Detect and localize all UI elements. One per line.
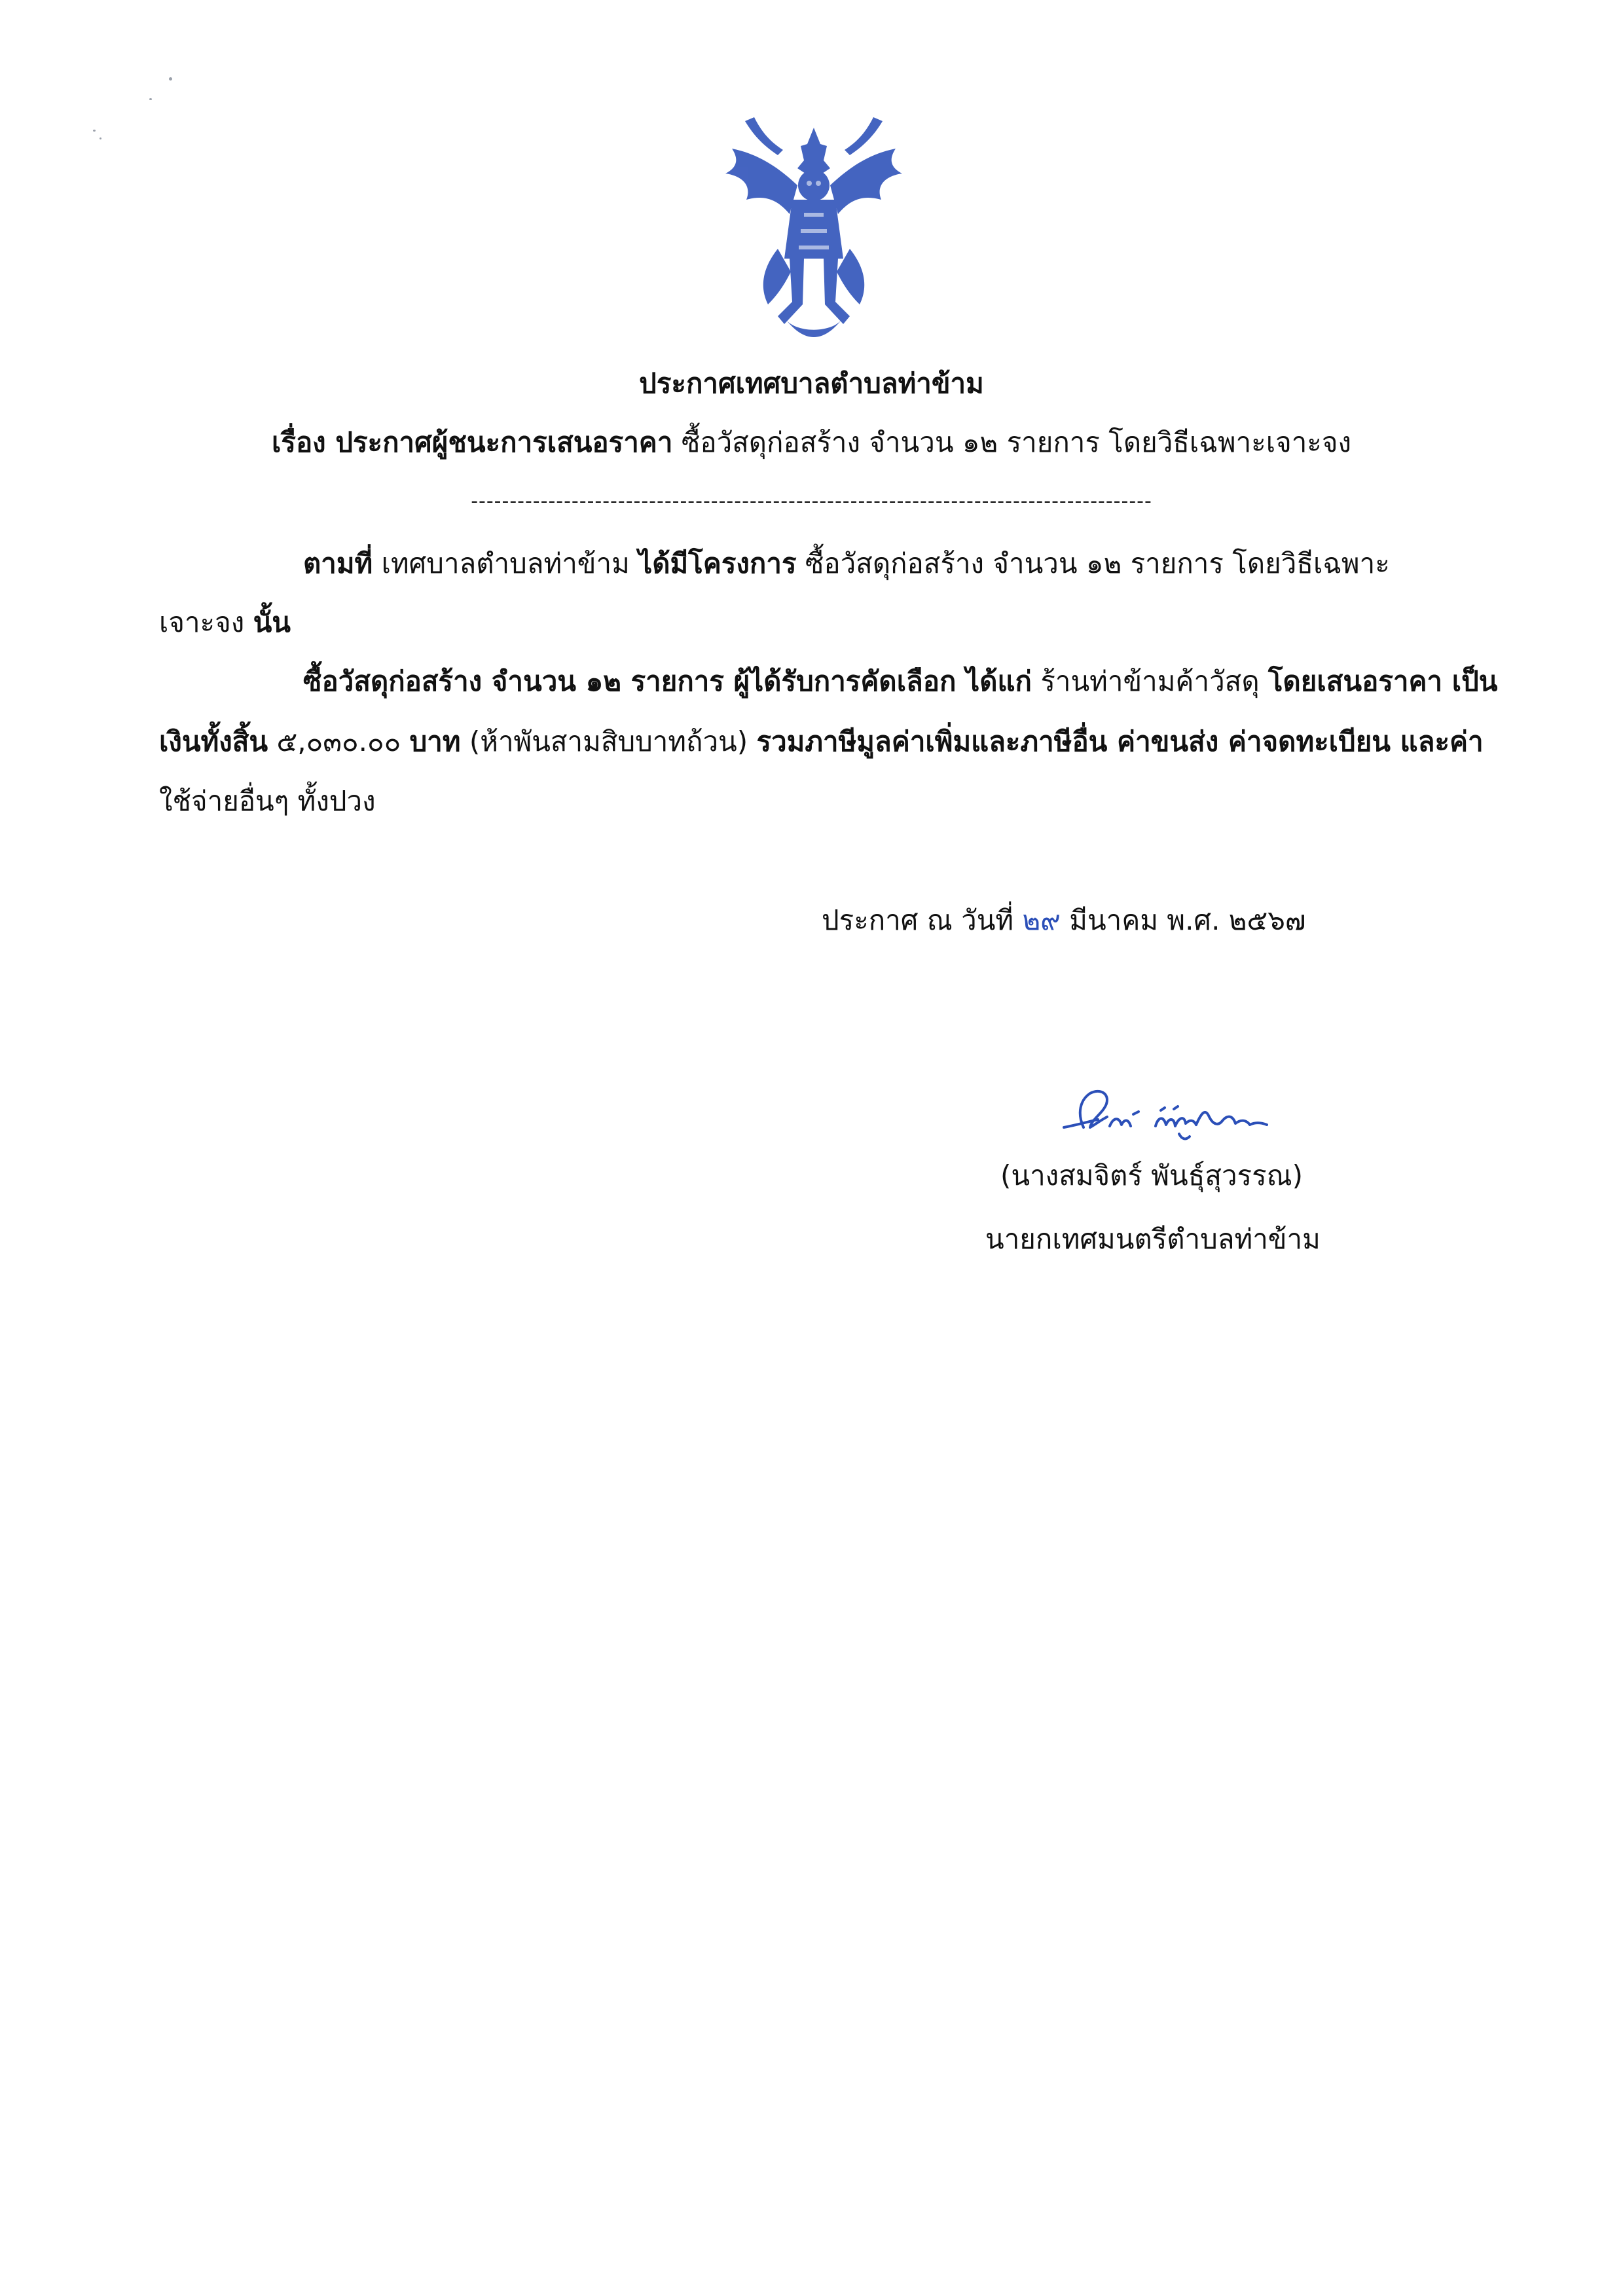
paragraph-1-line-2 <box>159 606 291 638</box>
paragraph-2-line-1 <box>303 665 1498 697</box>
scan-speck <box>100 137 101 139</box>
subject-text: ซื้อวัสดุก่อสร้าง จำนวน ๑๒ รายการ โดยวิธีเฉพาะเจาะจง <box>672 426 1351 458</box>
p2-line2-label: เงินทั้งสิ้น <box>159 725 268 757</box>
signer-position: นายกเทศมนตรีตำบลท่าข้าม <box>985 1223 1321 1255</box>
paragraph-1-line-1 <box>303 547 1390 579</box>
p1-mid: ได้มีโครงการ <box>638 547 797 579</box>
date-day: ๒๙ <box>1013 904 1070 936</box>
p2-currency: บาท <box>409 725 461 757</box>
subject-label: เรื่อง ประกาศผู้ชนะการเสนอราคา <box>272 426 673 458</box>
document-title: ประกาศเทศบาลตำบลท่าข้าม <box>639 367 984 399</box>
p2-amount: ๕,๐๓๐.๐๐ <box>268 725 410 757</box>
p1-cont: เจาะจง <box>159 606 253 638</box>
paragraph-2-line-2 <box>159 725 1484 757</box>
date-month-year: มีนาคม พ.ศ. ๒๕๖๗ <box>1069 904 1306 936</box>
date-label: ประกาศ ณ วันที่ <box>822 904 1014 936</box>
p1-lead: ตามที่ <box>303 547 373 579</box>
handwritten-signature-icon <box>1051 1074 1273 1152</box>
paragraph-2-line-3: ใช้จ่ายอื่นๆ ทั้งปวง <box>159 785 376 817</box>
garuda-emblem-icon <box>706 108 922 350</box>
divider-line: ---------------------------------------------------------------------------------------- <box>471 490 1152 513</box>
p1-org: เทศบาลตำบลท่าข้าม <box>373 547 639 579</box>
p1-project: ซื้อวัสดุก่อสร้าง จำนวน ๑๒ รายการ โดยวิธีเฉพาะ <box>796 547 1390 579</box>
p2-project: ซื้อวัสดุก่อสร้าง จำนวน ๑๒ รายการ <box>303 665 734 697</box>
announcement-date <box>822 904 1306 936</box>
signer-name: (นางสมจิตร์ พันธุ์สุวรรณ) <box>1000 1159 1304 1192</box>
scan-speck <box>169 77 172 81</box>
p2-winner: ร้านท่าข้ามค้าวัสดุ <box>1031 665 1268 697</box>
document-subject <box>0 426 1623 458</box>
p2-offer-label: โดยเสนอราคา เป็น <box>1267 665 1498 697</box>
p1-tail: นั้น <box>253 606 291 638</box>
p2-amount-words: (ห้าพันสามสิบบาทถ้วน) <box>460 725 757 757</box>
scan-speck <box>149 98 152 100</box>
scan-speck <box>93 130 96 132</box>
p2-line2-rest: รวมภาษีมูลค่าเพิ่มและภาษีอื่น ค่าขนส่ง ค่าจดทะเบียน และค่า <box>756 725 1484 757</box>
p2-winner-label: ผู้ได้รับการคัดเลือก ได้แก่ <box>733 665 1032 697</box>
